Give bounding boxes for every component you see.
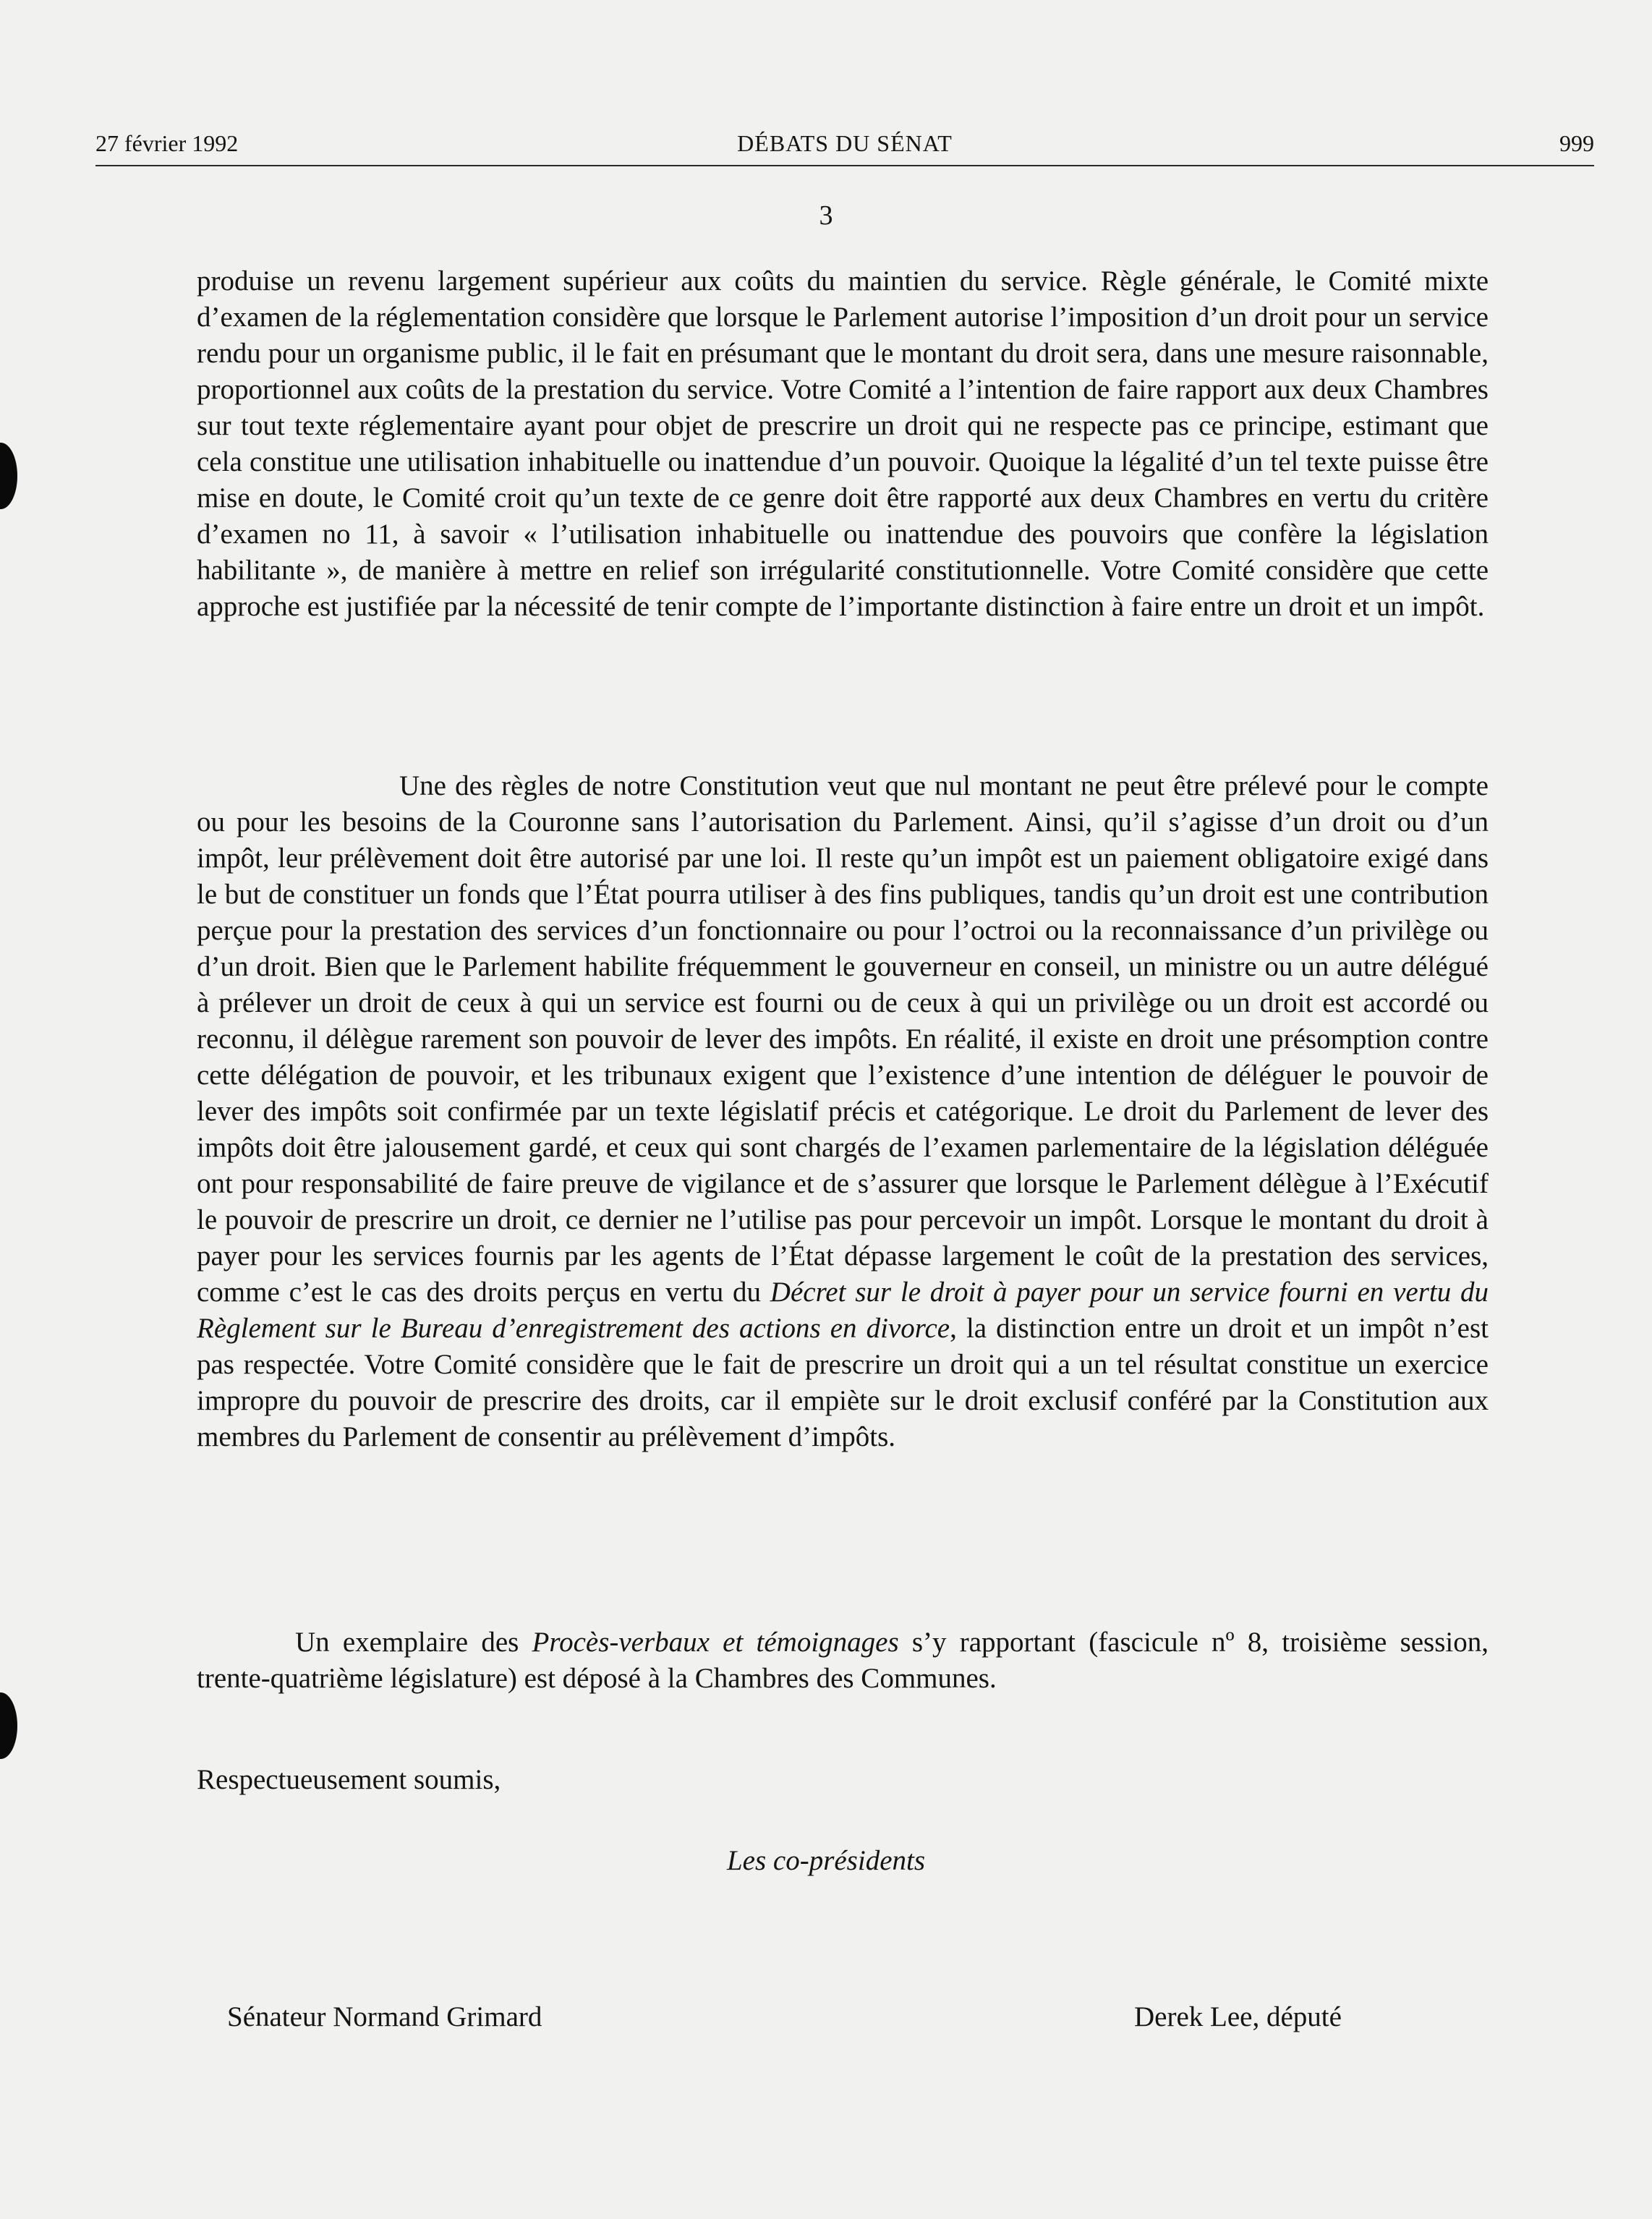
signatory-deputy: Derek Lee, député	[1134, 2001, 1342, 2032]
paragraph-3-text-a: Un exemplaire des	[295, 1627, 532, 1658]
paragraph-1: produise un revenu largement supérieur aux coûts du maintien du service. Règle générale, le Comité mixte d’examen de la réglementation considère que lorsque le Parlement autorise l’imposition d’un droit pour un service rendu pour un organisme public, il le fait en présumant que le montant du droit sera, dans une mesure raisonnable, proportionnel aux coûts de la prestation du service. Votre Comité a l’intention de faire rapport aux deux Chambres sur tout texte réglementaire ayant pour objet de prescrire un droit qui ne respecte pas ce principe, estimant que cela constitue une utilisation inhabituelle ou inattendue d’un pouvoir. Quoique la légalité d’un tel texte puisse être mise en doute, le Comité croit qu’un texte de ce genre doit être rapporté aux deux Chambres en vertu du critère d’examen no 11, à savoir « l’utilisation inhabituelle ou inattendue des pouvoirs que confère la législation habilitante », de manière à mettre en relief son irrégularité constitutionnelle. Votre Comité considère que cette approche est justifiée par la nécessité de tenir compte de l’importante distinction à faire entre un droit et un impôt.	[197, 265, 1489, 622]
punch-hole	[0, 1692, 17, 1759]
header-title: DÉBATS DU SÉNAT	[737, 130, 953, 156]
signatory-senator: Sénateur Normand Grimard	[227, 2001, 542, 2032]
closing-formula: Respectueusement soumis,	[197, 1764, 501, 1795]
paragraph-3-text-b: s’y rapportant (fascicule nº 8, troisième session, trente-quatrième législature) est déposé à la Chambres des Communes.	[197, 1627, 1489, 1694]
punch-hole	[0, 443, 17, 509]
paragraph-3	[197, 1624, 1489, 1697]
header-page-number: 999	[1559, 130, 1594, 156]
section-number: 3	[819, 200, 833, 231]
paragraph-2-text-b: , la distinction entre un droit et un impôt n’est pas respectée. Votre Comité considère que le fait de prescrire un droit qui a un tel résultat constitue un exercice impropre du pouvoir de prescrire des droits, car il empiète sur le droit exclusif conféré par la Constitution aux membres du Parlement de consentir au prélèvement d’impôts.	[197, 1313, 1489, 1452]
paragraph-3-italic-title: Procès-verbaux et témoignages	[532, 1627, 899, 1658]
running-header	[95, 129, 1594, 166]
header-date: 27 février 1992	[95, 130, 239, 156]
paragraph-2-text-a: Une des règles de notre Constitution veut que nul montant ne peut être prélevé pour le compte ou pour les besoins de la Couronne sans l’autorisation du Parlement. Ainsi, qu’il s’agisse d’un droit ou d’un impôt, leur prélèvement doit être autorisé par une loi. Il reste qu’un impôt est un paiement obligatoire exigé dans le but de constituer un fonds que l’État pourra utiliser à des fins publiques, tandis qu’un droit est une contribution perçue pour la prestation des services d’un fonctionnaire ou pour l’octroi ou la reconnaissance d’un privilège ou d’un droit. Bien que le Parlement habilite fréquemment le gouverneur en conseil, un ministre ou un autre délégué à prélever un droit de ceux à qui un service est fourni ou de ceux à qui un privilège ou un droit est accordé ou reconnu, il délègue rarement son pouvoir de lever des impôts. En réalité, il existe en droit une présomption contre cette délégation de pouvoir, et les tribunaux exigent que l’existence d’une intention de déléguer le pouvoir de lever des impôts soit confirmée par un texte législatif précis et catégorique. Le droit du Parlement de lever des impôts doit être jalousement gardé, et ceux qui sont chargés de l’examen parlementaire de la législation déléguée ont pour responsabilité de faire preuve de vigilance et de s’assurer que lorsque le Parlement délègue à l’Exécutif le pouvoir de prescrire un droit, ce dernier ne l’utilise pas pour percevoir un impôt. Lorsque le montant du droit à payer pour les services fournis par les agents de l’État dépasse largement le coût de la prestation des services, comme c’est le cas des droits perçus en vertu du	[197, 770, 1489, 1308]
co-presidents-label: Les co-présidents	[726, 1845, 926, 1876]
paragraph-2	[197, 768, 1489, 1455]
paragraph-2-italic-title: Décret sur le droit à payer pour un service fourni en vertu du Règlement sur le Bureau d’enregistrement des actions en divorce	[197, 1277, 1489, 1344]
